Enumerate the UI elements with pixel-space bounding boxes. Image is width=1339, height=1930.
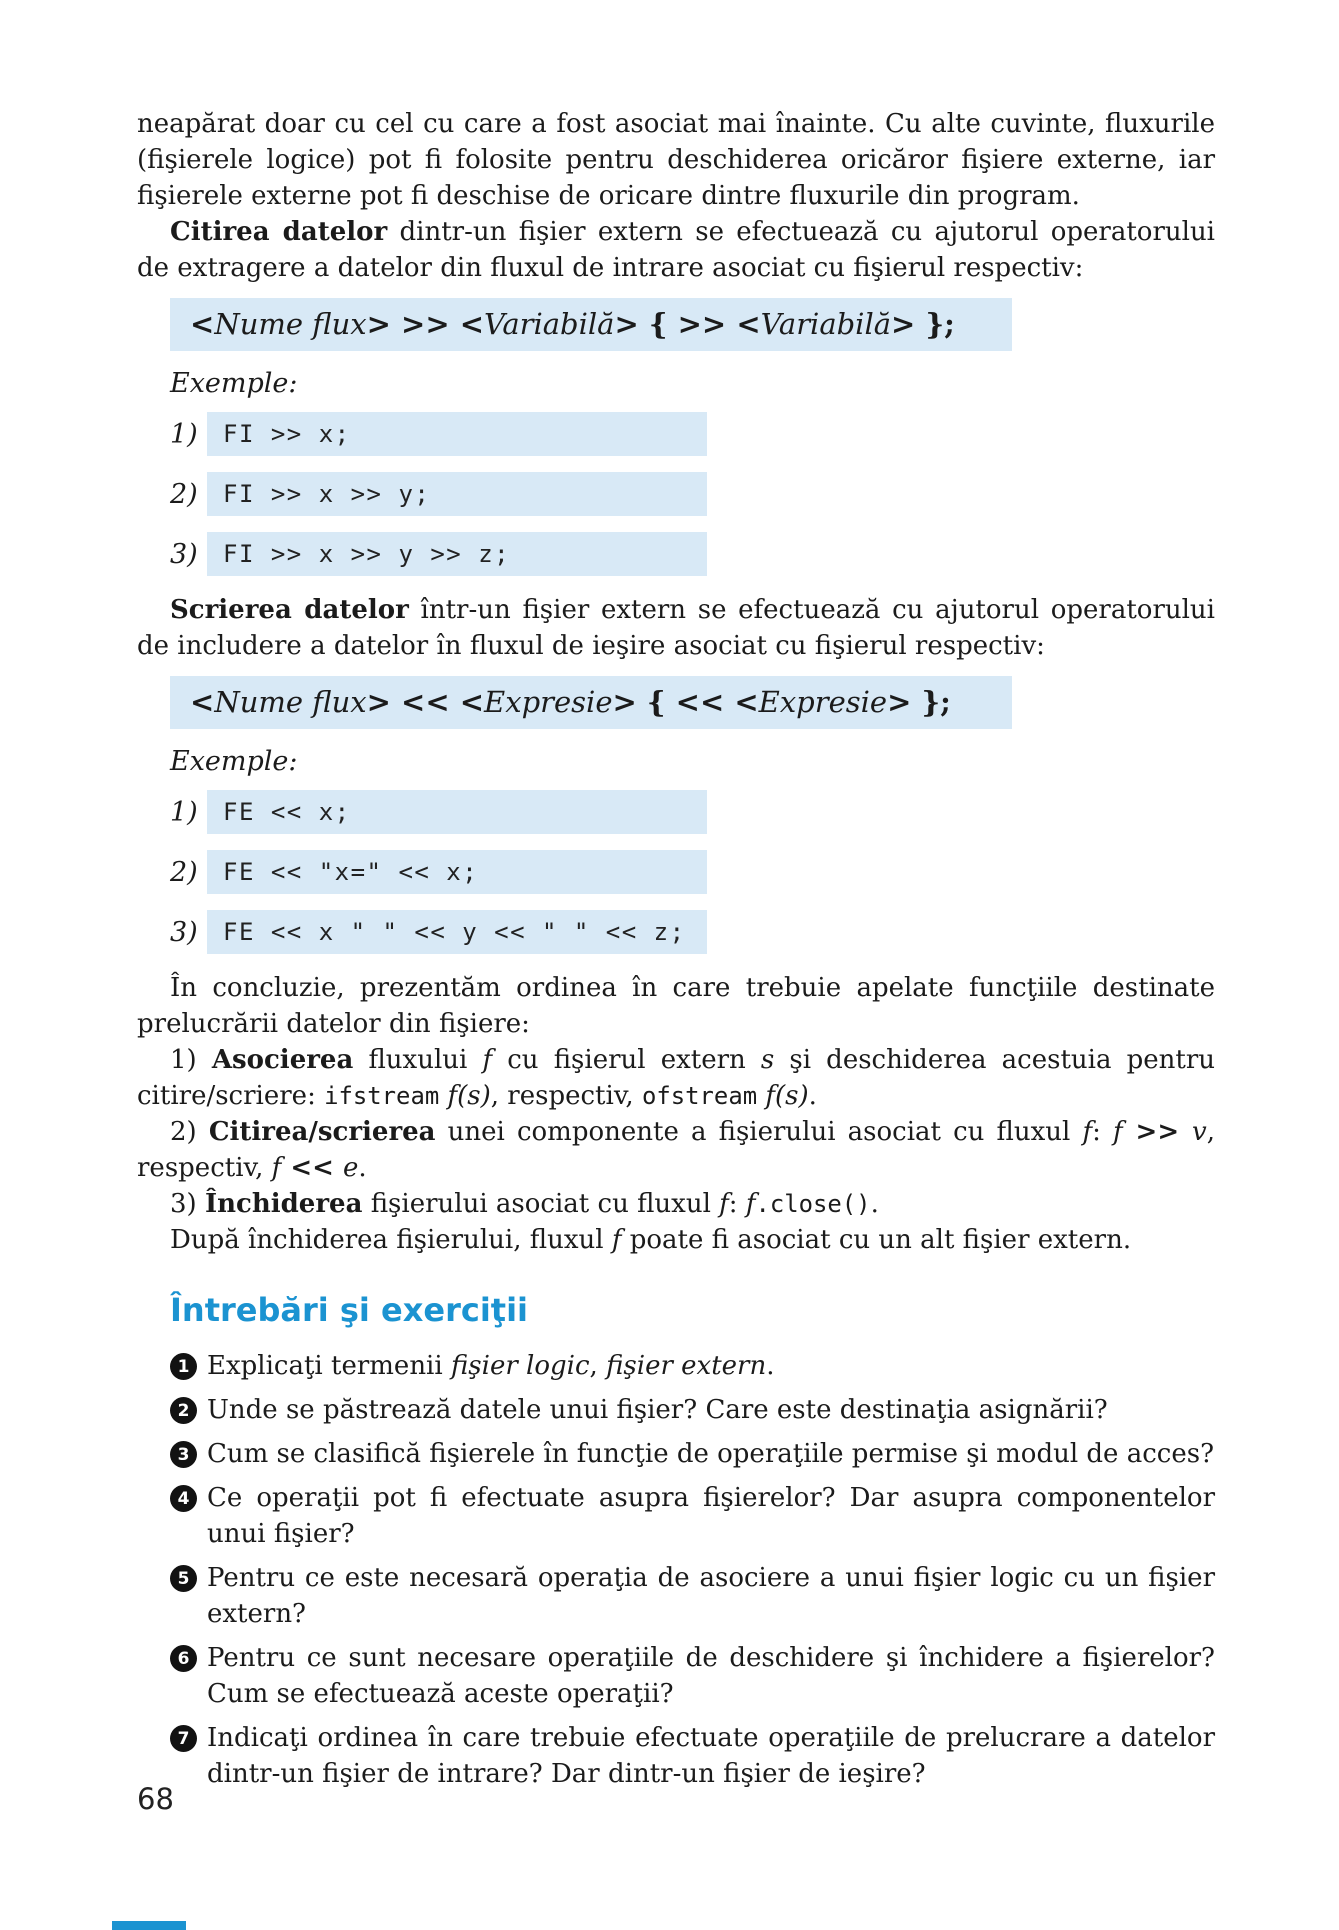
syntax-box-read: <Nume flux> >> <Variabilă> { >> <Variabilă> };: [170, 298, 1012, 351]
question-item-1: [137, 1348, 1215, 1384]
question-item-7: [137, 1720, 1215, 1792]
question-number-badge: 7: [170, 1725, 197, 1752]
example-number: 2): [170, 478, 198, 510]
questions-list: [137, 1348, 1215, 1792]
paragraph-citirea-datelor: Citirea datelor dintr-un fişier extern se efectuează cu ajutorul operatorului de extragere a datelor din fluxul de intrare asociat cu fişierul respectiv:: [137, 217, 1215, 283]
question-item-5: [137, 1560, 1215, 1632]
paragraph-scrierea-datelor: Scrierea datelor într-un fişier extern se efectuează cu ajutorul operatorului de includere a datelor în fluxul de ieşire asociat cu fişierul respectiv:: [137, 595, 1215, 661]
example-row-read-1: [170, 412, 1215, 456]
example-number: 3): [170, 916, 198, 948]
question-number-badge: 6: [170, 1645, 197, 1672]
examples-write-label: Exemple:: [170, 746, 298, 777]
paragraph-step-citirea-scrierea: 2) Citirea/scrierea unei componente a fişierului asociat cu fluxul f: f >> v, respectiv, f << e.: [137, 1117, 1215, 1183]
question-number-badge: 4: [170, 1485, 197, 1512]
paragraph-step-inchiderea: 3) Închiderea fişierului asociat cu fluxul f: f.close().: [170, 1189, 879, 1219]
example-number: 1): [170, 796, 198, 828]
question-item-6: [137, 1640, 1215, 1712]
question-text: Cum se clasifică fişierele în funcţie de operaţiile permise şi modul de acces?: [207, 1439, 1215, 1469]
example-row-write-3: [170, 910, 1215, 954]
example-row-read-2: [170, 472, 1215, 516]
question-item-4: [137, 1480, 1215, 1552]
question-text: Ce operaţii pot fi efectuate asupra fişierelor? Dar asupra componentelor unui fişier?: [207, 1483, 1215, 1549]
examples-read-label: Exemple:: [170, 368, 298, 399]
example-code-box: FE << x;: [207, 790, 707, 834]
question-text: Indicaţi ordinea în care trebuie efectuate operaţiile de prelucrare a datelor dintr-un fişier de intrare? Dar dintr-un fişier de ieşire?: [207, 1723, 1215, 1789]
example-row-write-2: [170, 850, 1215, 894]
question-number-badge: 2: [170, 1397, 197, 1424]
example-number: 1): [170, 418, 198, 450]
question-text: Explicaţi termenii fişier logic, fişier extern.: [207, 1351, 775, 1381]
question-item-3: [137, 1436, 1215, 1472]
example-code-box: FI >> x >> y;: [207, 472, 707, 516]
example-row-write-1: [170, 790, 1215, 834]
paragraph-conclusion-close: După închiderea fişierului, fluxul f poate fi asociat cu un alt fişier extern.: [170, 1225, 1132, 1255]
decorative-bottom-bar: [112, 1921, 186, 1930]
question-text: Unde se păstrează datele unui fişier? Care este destinaţia asignării?: [207, 1395, 1108, 1425]
question-text: Pentru ce este necesară operaţia de asociere a unui fişier logic cu un fişier extern?: [207, 1563, 1215, 1629]
paragraph-conclusion-intro: În concluzie, prezentăm ordinea în care trebuie apelate funcţiile destinate prelucrării datelor din fişiere:: [137, 973, 1215, 1039]
page-content: [137, 106, 1215, 1800]
example-code-box: FE << x " " << y << " " << z;: [207, 910, 707, 954]
example-code-box: FI >> x >> y >> z;: [207, 532, 707, 576]
question-item-2: [137, 1392, 1215, 1428]
example-code-box: FI >> x;: [207, 412, 707, 456]
example-number: 3): [170, 538, 198, 570]
syntax-box-write: <Nume flux> << <Expresie> { << <Expresie> };: [170, 676, 1012, 729]
paragraph-step-asocierea: 1) Asocierea fluxului f cu fişierul extern s şi deschiderea acestuia pentru citire/scriere: ifstream f(s), respectiv, ofstream f(s).: [137, 1045, 1215, 1111]
paragraph-intro: neapărat doar cu cel cu care a fost asociat mai înainte. Cu alte cuvinte, fluxurile (fişierele logice) pot fi folosite pentru deschiderea oricăror fişiere externe, iar fişierele externe pot fi deschise de oricare dintre fluxurile din program.: [137, 109, 1215, 211]
example-number: 2): [170, 856, 198, 888]
question-text: Pentru ce sunt necesare operaţiile de deschidere şi închidere a fişierelor? Cum se efectuează aceste operaţii?: [207, 1643, 1215, 1709]
example-code-box: FE << "x=" << x;: [207, 850, 707, 894]
question-number-badge: 1: [170, 1353, 197, 1380]
example-row-read-3: [170, 532, 1215, 576]
question-number-badge: 5: [170, 1565, 197, 1592]
page-number: 68: [137, 1782, 174, 1816]
question-number-badge: 3: [170, 1441, 197, 1468]
section-heading-questions: Întrebări şi exerciţii: [170, 1291, 529, 1329]
